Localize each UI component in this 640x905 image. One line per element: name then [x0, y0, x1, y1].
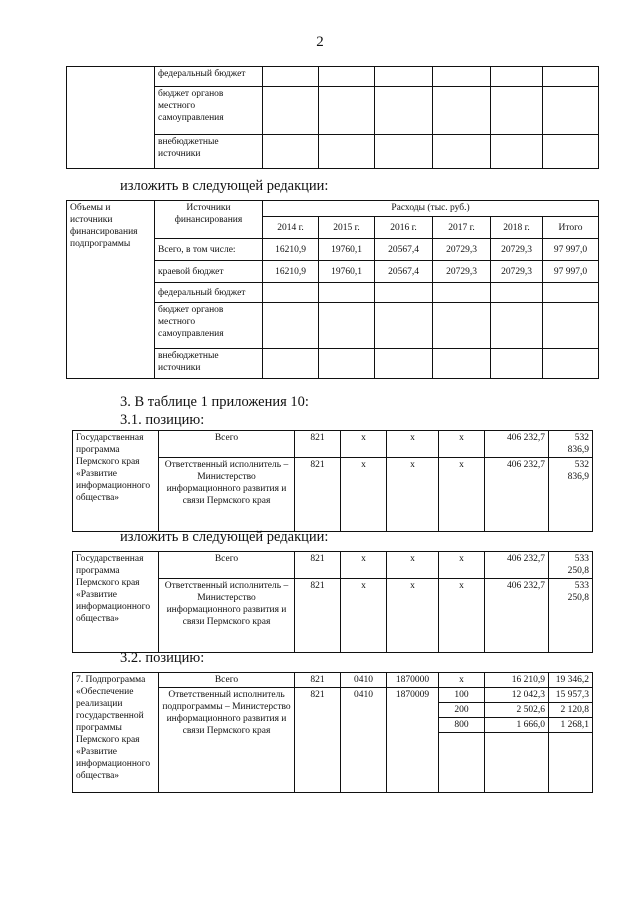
table-cell: 0410 — [341, 673, 387, 688]
table-cell: х — [387, 431, 439, 458]
table-cell: 2 120,8 — [549, 703, 593, 718]
value-cell: 20729,3 — [433, 239, 491, 261]
table-cell: 1870009 — [387, 688, 439, 793]
table-cell: 1 666,0 — [485, 718, 549, 733]
row-label: Всего, в том числе: — [155, 239, 263, 261]
instruction-text: изложить в следующей редакции: — [120, 529, 329, 545]
table-cell: х — [341, 458, 387, 532]
table-cell: 12 042,3 — [485, 688, 549, 703]
program-table-old — [72, 430, 593, 532]
table-cell: х — [439, 458, 485, 532]
subprogram-table — [72, 672, 593, 793]
row-label: бюджет органов местного самоуправления — [155, 87, 263, 135]
year-header: 2018 г. — [491, 217, 543, 239]
section-heading: 3. В таблице 1 приложения 10: — [120, 394, 309, 410]
table-cell: 100 — [439, 688, 485, 703]
column-header: Расходы (тыс. руб.) — [263, 201, 599, 217]
row-label: бюджет органов местного самоуправления — [155, 303, 263, 349]
row-label: федеральный бюджет — [155, 283, 263, 303]
program-name: Государственная программа Пермского края «Развитие информационного общества» — [73, 431, 159, 532]
value-cell: 20729,3 — [491, 239, 543, 261]
table-cell: 821 — [295, 552, 341, 579]
table-cell: 406 232,7 — [485, 431, 549, 458]
table-cell: 821 — [295, 688, 341, 793]
table-cell — [439, 733, 485, 793]
table-cell: 0410 — [341, 688, 387, 793]
table-cell: х — [341, 579, 387, 653]
table-cell: х — [439, 579, 485, 653]
value-cell: 20567,4 — [375, 261, 433, 283]
row-label: федеральный бюджет — [155, 67, 263, 87]
value-cell: 16210,9 — [263, 239, 319, 261]
table-cell: х — [341, 552, 387, 579]
table-cell: 200 — [439, 703, 485, 718]
year-header: 2014 г. — [263, 217, 319, 239]
table-cell: х — [387, 458, 439, 532]
table-cell: 19 346,2 — [549, 673, 593, 688]
row-label: краевой бюджет — [155, 261, 263, 283]
table-cell: 533 250,8 — [549, 552, 593, 579]
table-cell: 2 502,6 — [485, 703, 549, 718]
table-cell: 821 — [295, 458, 341, 532]
value-cell: 19760,1 — [319, 261, 375, 283]
table-cell: х — [341, 431, 387, 458]
value-cell: 97 997,0 — [543, 239, 599, 261]
row-label: внебюджетные источники — [155, 349, 263, 379]
table-cell: 406 232,7 — [485, 579, 549, 653]
subsection-heading: 3.1. позицию: — [120, 412, 205, 428]
table-cell: 16 210,9 — [485, 673, 549, 688]
funding-table-new — [66, 200, 599, 379]
program-table-new — [72, 551, 593, 653]
table-cell: х — [387, 552, 439, 579]
column-header: Источники финансирования — [155, 201, 263, 239]
value-cell: 20729,3 — [433, 261, 491, 283]
page-number: 2 — [316, 34, 324, 50]
table-cell: 821 — [295, 673, 341, 688]
value-cell: 20729,3 — [491, 261, 543, 283]
year-header: 2015 г. — [319, 217, 375, 239]
value-cell: 16210,9 — [263, 261, 319, 283]
row-label: Всего — [159, 552, 295, 579]
row-label: Ответственный исполнитель – Министерство информационного развития и связи Пермского края — [159, 579, 295, 653]
table-cell: 1870000 — [387, 673, 439, 688]
program-name: 7. Подпрограмма «Обеспечение реализации государственной программы Пермского края «Развитие информационного общества» — [73, 673, 159, 793]
value-cell: 19760,1 — [319, 239, 375, 261]
program-name: Государственная программа Пермского края «Развитие информационного общества» — [73, 552, 159, 653]
table-cell — [67, 67, 155, 169]
table-cell: х — [439, 431, 485, 458]
row-header: Объемы и источники финансирования подпрограммы — [67, 201, 155, 379]
table-cell: х — [439, 673, 485, 688]
subsection-heading: 3.2. позицию: — [120, 650, 205, 666]
value-cell: 20567,4 — [375, 239, 433, 261]
table-cell: 406 232,7 — [485, 458, 549, 532]
table-cell: 821 — [295, 579, 341, 653]
table-cell: 15 957,3 — [549, 688, 593, 703]
table-cell: 533 250,8 — [549, 579, 593, 653]
table-cell: х — [387, 579, 439, 653]
table-cell: х — [439, 552, 485, 579]
row-label: внебюджетные источники — [155, 135, 263, 169]
funding-table-old — [66, 66, 599, 169]
table-cell: 532 836,9 — [549, 431, 593, 458]
row-label: Ответственный исполнитель подпрограммы – Министерство информационного развития и связи Пермского края — [159, 688, 295, 793]
table-cell: 800 — [439, 718, 485, 733]
row-label: Ответственный исполнитель – Министерство информационного развития и связи Пермского края — [159, 458, 295, 532]
table-cell — [485, 733, 549, 793]
row-label: Всего — [159, 673, 295, 688]
table-cell: 821 — [295, 431, 341, 458]
year-header: 2017 г. — [433, 217, 491, 239]
value-cell: 97 997,0 — [543, 261, 599, 283]
table-cell: 406 232,7 — [485, 552, 549, 579]
table-cell: 1 268,1 — [549, 718, 593, 733]
table-cell — [549, 733, 593, 793]
table-cell: 532 836,9 — [549, 458, 593, 532]
year-header: Итого — [543, 217, 599, 239]
row-label: Всего — [159, 431, 295, 458]
instruction-text: изложить в следующей редакции: — [120, 178, 329, 194]
year-header: 2016 г. — [375, 217, 433, 239]
